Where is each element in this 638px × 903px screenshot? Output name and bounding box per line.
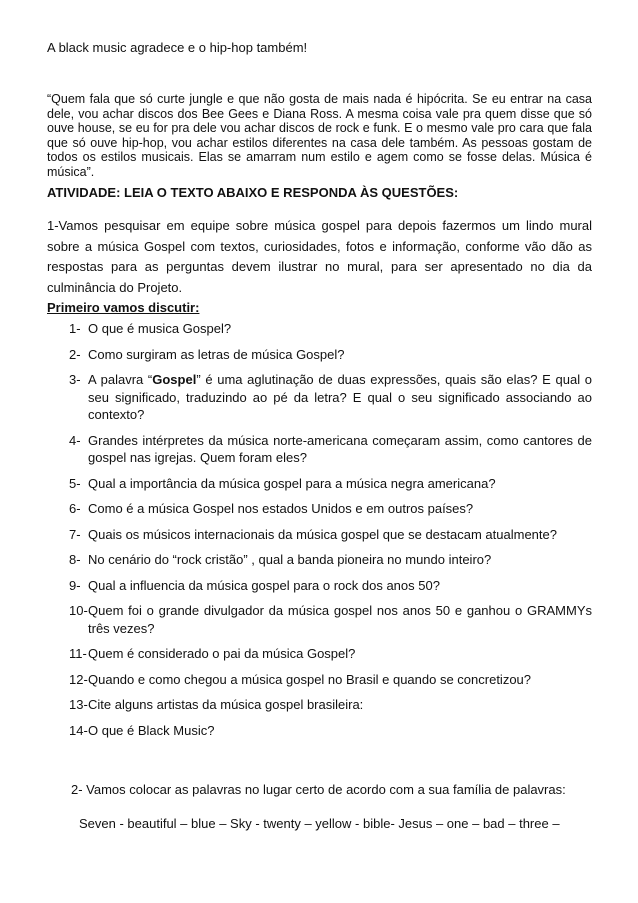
question-item — [47, 371, 592, 424]
question-text: O que é musica Gospel? — [88, 321, 232, 336]
question-item — [47, 432, 592, 467]
question-item — [47, 475, 592, 493]
question-number: 5- — [69, 475, 81, 491]
discuss-heading: Primeiro vamos discutir: — [47, 300, 200, 315]
question-item — [47, 346, 592, 364]
question-number: 6- — [69, 501, 81, 516]
question-number: 2- — [69, 346, 81, 362]
gospel-bold-word: Gospel — [152, 372, 197, 387]
task-1-paragraph: 1-Vamos pesquisar em equipe sobre música gospel para depois fazermos um lindo mural sobre a música Gospel com textos, curiosidades, fotos e informação, conforme vão dão as respostas para as perguntas devem ilustrar no mural, para ser apresentado no dia da culminância do Projeto. — [47, 218, 592, 295]
question-text: Quem foi o grande divulgador da música gospel nos anos 50 e ganhou o GRAMMYs três vezes? — [88, 603, 592, 636]
question-text: Qual a influencia da música gospel para o rock dos anos 50? — [88, 577, 440, 593]
activity-heading: ATIVIDADE: LEIA O TEXTO ABAIXO E RESPONDA ÀS QUESTÕES: — [47, 185, 459, 200]
question-text: No cenário do “rock cristão” , qual a banda pioneira no mundo inteiro? — [88, 552, 492, 567]
question-item — [47, 500, 592, 518]
question-text: Qual a importância da música gospel para a música negra americana? — [88, 475, 496, 491]
question-number: 1- — [69, 321, 81, 336]
intro-title: A black music agradece e o hip-hop também! — [47, 40, 308, 55]
question-number: 3- — [69, 372, 81, 387]
question-number: 12- — [69, 671, 88, 687]
question-item — [47, 722, 592, 740]
question-item — [47, 320, 592, 338]
question-text: Quais os músicos internacionais da música gospel que se destacam atualmente? — [88, 526, 557, 542]
question-item — [47, 602, 592, 637]
word-list: Seven - beautiful – blue – Sky - twenty – yellow - bible- Jesus – one – bad – three – — [79, 816, 560, 831]
question-item — [47, 645, 592, 663]
question-number: 11- — [69, 646, 87, 661]
question-text-before: A palavra “ — [88, 372, 153, 387]
question-number: 4- — [69, 432, 81, 448]
question-item — [47, 696, 592, 714]
question-number: 7- — [69, 526, 81, 542]
question-text: Grandes intérpretes da música norte-americana começaram assim, como cantores de gospel nas igrejas. Quem foram eles? — [88, 432, 592, 465]
question-number: 13- — [69, 697, 88, 712]
question-text: Quando e como chegou a música gospel no Brasil e quando se concretizou? — [88, 671, 532, 687]
question-item — [47, 551, 592, 569]
question-item — [47, 671, 592, 689]
question-item — [47, 526, 592, 544]
question-text-after: ” é uma aglutinação de duas expressões, quais são elas? E qual o seu significado, traduzindo ao pé da letra? E qual o seu significado associando ao contexto? — [88, 372, 592, 422]
task-2-paragraph: 2- Vamos colocar as palavras no lugar certo de acordo com a sua família de palavras: — [71, 782, 566, 797]
question-item — [47, 577, 592, 595]
quote-paragraph: “Quem fala que só curte jungle e que não gosta de mais nada é hipócrita. Se eu entrar na casa dele, vou achar discos dos Bee Gees e Diana Ross. A mesma coisa vale pra quem disse que só ouve house, se eu for pra dele vou achar discos de rock e funk. E o mesmo vale pro cara que fala que só ouve hip-hop, vou achar estilos diferentes na casa dele também. As pessoas gostam de todos os estilos musicais. Elas se amarram num estilo e agem como se fosse delas. Música é música”. — [47, 92, 592, 179]
question-text: O que é Black Music? — [88, 722, 215, 738]
question-number: 10- — [69, 603, 88, 618]
question-number: 8- — [69, 552, 81, 567]
question-text: Como é a música Gospel nos estados Unidos e em outros países? — [88, 501, 474, 516]
question-text: Como surgiram as letras de música Gospel? — [88, 346, 345, 362]
question-number: 9- — [69, 577, 81, 593]
question-text: Quem é considerado o pai da música Gospel? — [88, 646, 356, 661]
question-number: 14- — [69, 722, 88, 738]
question-text — [88, 371, 592, 424]
question-text: Cite alguns artistas da música gospel brasileira: — [88, 697, 364, 712]
question-list — [47, 320, 592, 747]
